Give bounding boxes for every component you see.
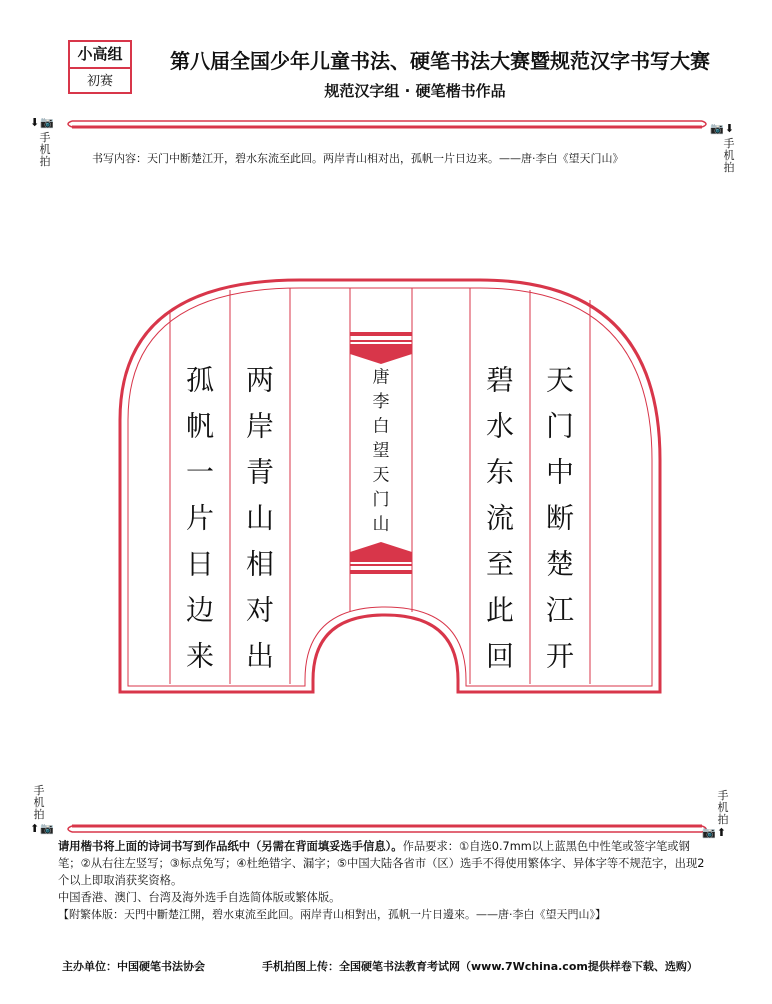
poem-character: 回 <box>485 639 515 673</box>
poem-character: 帆 <box>185 409 215 443</box>
poem-character: 青 <box>245 455 275 489</box>
instructions <box>58 838 708 923</box>
footer-organizer: 主办单位：中国硬笔书法协会 <box>62 960 205 973</box>
instructions-hk-note: 中国香港、澳门、台湾及海外选手自选简体版或繁体版。 <box>58 891 341 904</box>
poem-character: 片 <box>185 501 215 535</box>
poem-character: 孤 <box>185 363 215 397</box>
badge-stage: 初赛 <box>86 74 113 89</box>
camera-icon: 📷⬇ <box>710 122 735 135</box>
instructions-requirements: 请用楷书将上面的诗词书写到作品纸中（另需在背面填妥选手信息）。作品要求：①自选0.7mm以上蓝黑色中性笔或签字笔或钢笔；②从右往左竖写；③标点免写；④杜绝错字、漏字；⑤中国大陆各省市（区）选手不得使用繁体字、异体字等不规范字，出现2个以上即取消获奖资格。 <box>58 840 705 887</box>
footer-upload: 手机拍图上传：全国硬笔书法教育考试网（www.7Wchina.com提供样卷下载、选购） <box>262 960 698 973</box>
poem-column <box>246 364 274 673</box>
poem-character: 岸 <box>245 409 275 443</box>
poem-character: 江 <box>545 593 575 627</box>
writing-content: 书写内容：天门中断楚江开，碧水东流至此回。两岸青山相对出，孤帆一片日边来。——唐·李白《望天门山》 <box>92 152 624 165</box>
poem-character: 出 <box>245 639 275 673</box>
poem-character: 唐 <box>372 367 390 388</box>
poem-character: 边 <box>185 593 215 627</box>
photo-label-bottom-right: 手机拍 <box>717 789 729 826</box>
poem-character: 天 <box>545 363 575 397</box>
instructions-traditional: 【附繁体版：天門中斷楚江開，碧水東流至此回。兩岸青山相對出，孤帆一片日邊來。——唐·李白《望天門山》】 <box>58 908 606 921</box>
poem-character: 此 <box>485 593 515 627</box>
camera-icon: ⬇📷 <box>30 116 55 129</box>
poem-character: 李 <box>372 392 390 412</box>
poem-character: 山 <box>245 501 275 535</box>
poem-character: 门 <box>372 490 390 510</box>
poem-character: 来 <box>185 639 215 673</box>
poem-character: 山 <box>372 514 390 535</box>
poem-character: 一 <box>185 455 215 489</box>
page-title: 第八届全国少年儿童书法、硬笔书法大赛暨规范汉字书写大赛 <box>170 49 710 73</box>
page-subtitle: 规范汉字组 · 硬笔楷书作品 <box>324 82 506 100</box>
poem-character: 天 <box>372 465 390 486</box>
badge-group: 小高组 <box>70 42 130 69</box>
poem-character: 至 <box>485 547 515 581</box>
camera-icon: 📷⬆ <box>702 826 727 839</box>
poem-character: 两 <box>245 363 275 397</box>
poem-character: 门 <box>545 409 575 443</box>
poem-character: 开 <box>545 639 575 673</box>
poem-character: 望 <box>372 441 390 461</box>
photo-label-top-right: 手机拍 <box>723 137 735 174</box>
poem-column <box>186 364 214 673</box>
poem-character: 中 <box>545 455 575 489</box>
poem-character: 白 <box>372 416 390 437</box>
poem-character: 相 <box>245 547 275 581</box>
poem-character: 对 <box>245 593 275 627</box>
camera-icon: ⬆📷 <box>30 822 55 835</box>
poem-column <box>546 364 574 673</box>
poem-character: 日 <box>185 547 215 581</box>
poem-character: 楚 <box>545 547 575 581</box>
poem-column <box>486 364 514 673</box>
poem-columns <box>186 364 574 673</box>
poem-character: 流 <box>485 501 515 535</box>
poem-character: 碧 <box>485 363 515 397</box>
poem-character: 东 <box>485 455 515 489</box>
photo-label-top-left: 手机拍 <box>39 131 51 168</box>
photo-label-bottom-left: 手机拍 <box>33 784 45 821</box>
poem-character: 水 <box>485 409 515 443</box>
poem-column <box>373 368 390 535</box>
poem-character: 断 <box>545 501 575 535</box>
